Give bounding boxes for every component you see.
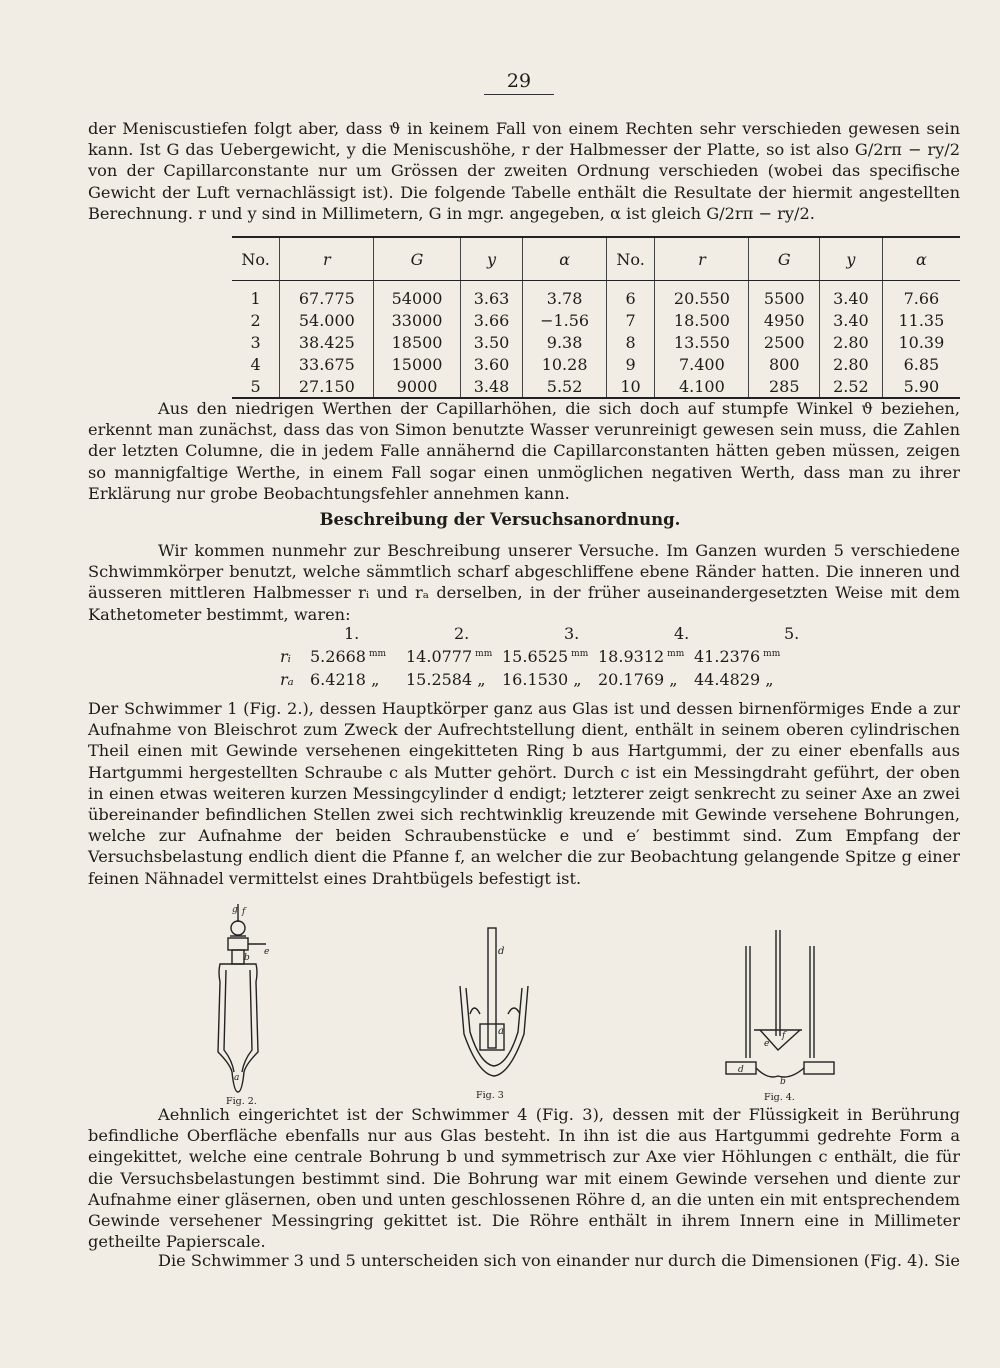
paragraph-text: Die Schwimmer 3 und 5 unterscheiden sich von einander nur durch die Dimensionen (Fig. 4). Sie — [158, 1251, 960, 1270]
paragraph-low-values — [88, 398, 960, 504]
radii-column: 1. — [344, 624, 360, 643]
table-cell: 10.39 — [898, 332, 945, 352]
figure-3-drawing — [450, 924, 540, 1084]
table-cell: 10 — [606, 375, 655, 398]
header-y-2: y — [820, 237, 883, 281]
section-heading: Beschreibung der Versuchsanordnung. — [319, 510, 681, 529]
header-g-2: G — [749, 237, 820, 281]
svg-text:g: g — [232, 905, 238, 915]
figure-4-drawing — [720, 926, 840, 1086]
table-cell: 6 — [606, 287, 655, 309]
radii-value: 18.9312 — [598, 647, 665, 666]
table-cell: −1.56 — [523, 309, 606, 331]
table-cell: 2500 — [749, 331, 820, 353]
figure-2-caption: Fig. 2. — [226, 1096, 257, 1107]
radii-cell — [694, 670, 790, 689]
radii-unit: mm — [763, 648, 781, 659]
table-cell: 1 — [232, 287, 280, 309]
table-cell: 5 — [232, 375, 280, 398]
table-cell: 9 — [606, 353, 655, 375]
table-row — [232, 375, 960, 398]
table-cell: 9.38 — [523, 331, 606, 353]
svg-text:b: b — [780, 1077, 786, 1086]
figure-4-caption: Fig. 4. — [764, 1092, 795, 1103]
table-cell: 2.80 — [820, 331, 883, 353]
figure-3-caption: Fig. 3 — [476, 1090, 504, 1101]
table-cell: 27.150 — [280, 375, 374, 398]
radii-label: rᵢ — [280, 647, 291, 666]
header-r-2: r — [655, 237, 749, 281]
paragraph-text: Aus den niedrigen Werthen der Capillarhöhen, die sich doch auf stumpfe Winkel ϑ beziehen, erkennt man zunächst, dass das von Simon benutzte Wasser verunreinigt gewesen sein muss, die Zahlen der letzten Columne, die in jedem Falle annähernd die Capillarconstanten hätten geben müssen, zeigen so mannigfaltige Werthe, in einem Fall sogar einen unmöglichen negativen Werth, dass man zu ihrer Erklärung nur grobe Beobachtungsfehler annehmen kann. — [88, 399, 960, 503]
radii-value: 16.1530 — [502, 670, 569, 689]
table-header-row — [232, 237, 960, 281]
radii-unit: mm — [368, 648, 387, 659]
table-row — [232, 331, 960, 353]
svg-text:d: d — [738, 1065, 744, 1075]
table-cell: 18500 — [374, 331, 460, 353]
radii-value: 44.4829 — [694, 670, 761, 689]
ditto-mark: „ — [765, 670, 774, 689]
paragraph-text: Aehnlich eingerichtet ist der Schwimmer 4 (Fig. 3), dessen mit der Flüssigkeit in Berührung befindliche Oberfläche ebenfalls nur aus Glas besteht. In ihn ist die aus Hartgummi gedrehte Form a eingekittet, welche eine centrale Bohrung b und symmetrisch zur Axe vier Höhlungen c enthält, die für die Versuchsbelastungen bestimmt sind. Die Bohrung war mit einem Gewinde versehen und diente zur Aufnahme einer gläsernen, oben und unten geschlossenen Röhre d, an die unten ein mit entsprechendem Gewinde versehener Messingring gekittet ist. Die Röhre enthält in ihrem Innern eine in Millimeter getheilte Papierscale. — [88, 1105, 960, 1252]
table-cell: 3.40 — [820, 287, 883, 309]
table-cell: 7.66 — [903, 288, 940, 308]
table-cell: 3.50 — [460, 331, 523, 353]
header-alpha: α — [523, 237, 606, 281]
table-cell: 4.100 — [655, 375, 749, 398]
svg-text:b: b — [244, 953, 250, 963]
table-row — [232, 287, 960, 309]
radii-value: 20.1769 — [598, 670, 665, 689]
header-g: G — [374, 237, 460, 281]
paragraph-experiments — [88, 540, 960, 625]
table-cell: 11.35 — [898, 310, 945, 330]
svg-text:f: f — [242, 907, 246, 917]
ditto-mark: „ — [477, 670, 486, 689]
table-cell: 4950 — [749, 309, 820, 331]
table-cell: 3.48 — [460, 375, 523, 398]
table-row — [232, 309, 960, 331]
table-cell: 67.775 — [280, 287, 374, 309]
table-cell: 7 — [606, 309, 655, 331]
header-r: r — [280, 237, 374, 281]
radii-cell — [310, 670, 406, 689]
ditto-mark: „ — [573, 670, 582, 689]
radii-column: 2. — [454, 624, 470, 643]
table-cell: 2 — [232, 309, 280, 331]
table-cell: 33.675 — [280, 353, 374, 375]
header-no: No. — [232, 237, 280, 281]
table-cell: 6.85 — [903, 354, 940, 374]
table-cell: 285 — [749, 375, 820, 398]
radii-value: 5.2668 — [310, 647, 366, 666]
table-cell: 7.400 — [655, 353, 749, 375]
table-cell: 20.550 — [655, 287, 749, 309]
paragraph-text: Wir kommen nunmehr zur Beschreibung unserer Versuche. Im Ganzen wurden 5 verschiedene Schwimmkörper benutzt, welche sämmtlich scharf abgeschliffene ebene Ränder hatten. Die inneren und äusseren mittleren Halbmesser rᵢ und rₐ derselben, in der früher auseinandergesetzten Weise mit dem Kathetometer bestimmt, waren: — [88, 541, 960, 624]
svg-text:e: e — [764, 1039, 770, 1049]
radii-cell — [598, 670, 694, 689]
radii-cell — [406, 670, 502, 689]
table-cell: 54.000 — [280, 309, 374, 331]
paragraph-schwimmer-3-5 — [88, 1250, 960, 1271]
paragraph-capillar-intro: der Meniscustiefen folgt aber, dass ϑ in keinem Fall von einem Rechten sehr verschieden gewesen sein kann. Ist G das Uebergewicht, y die Meniscushöhe, r der Halbmesser der Platte, so ist also G/2rπ − ry/2 von der Capillarconstante nur um Grössen der zweiten Ordnung verschieden (wobei das specifische Gewicht der Luft vernachlässigt ist). Die folgende Tabelle enthält die Resultate der hiermit angestellten Berechnung. r und y sind in Millimetern, G in mgr. angegeben, α ist gleich G/2rπ − ry/2. — [88, 119, 960, 223]
svg-text:e: e — [264, 947, 270, 957]
table-cell: 8 — [606, 331, 655, 353]
table-cell: 2.52 — [820, 375, 883, 398]
table-cell: 5500 — [749, 287, 820, 309]
results-table — [232, 236, 960, 399]
radii-label: rₐ — [280, 670, 294, 689]
svg-text:a: a — [234, 1073, 240, 1083]
table-cell: 3.63 — [460, 287, 523, 309]
radii-table — [280, 624, 880, 689]
radii-unit: mm — [475, 648, 493, 659]
ditto-mark: „ — [371, 670, 380, 689]
radii-column: 4. — [674, 624, 690, 643]
figure-2-drawing — [200, 902, 280, 1094]
table-cell: 3.78 — [523, 287, 606, 309]
radii-column: 5. — [784, 624, 800, 643]
radii-value: 14.0777 — [406, 647, 473, 666]
table-cell: 15000 — [374, 353, 460, 375]
radii-unit: mm — [571, 648, 589, 659]
table-cell: 13.550 — [655, 331, 749, 353]
radii-cell — [406, 647, 502, 666]
radii-value: 15.2584 — [406, 670, 473, 689]
table-cell: 3.40 — [820, 309, 883, 331]
svg-text:a: a — [498, 1026, 504, 1037]
paragraph-schwimmer-4 — [88, 1104, 960, 1252]
svg-text:f: f — [782, 1031, 786, 1041]
radii-row-inner — [280, 647, 880, 666]
table-cell: 3 — [232, 331, 280, 353]
radii-value: 6.4218 — [310, 670, 366, 689]
table-cell: 10.28 — [523, 353, 606, 375]
table-cell: 33000 — [374, 309, 460, 331]
table-cell: 3.66 — [460, 309, 523, 331]
header-y: y — [460, 237, 523, 281]
table-cell: 800 — [749, 353, 820, 375]
table-cell: 5.90 — [882, 375, 960, 398]
table-cell: 18.500 — [655, 309, 749, 331]
radii-column: 3. — [564, 624, 580, 643]
paragraph-schwimmer-1: Der Schwimmer 1 (Fig. 2.), dessen Hauptkörper ganz aus Glas ist und dessen birnenförmiges Ende a zur Aufnahme von Bleischrot zum Zweck der Aufrechtstellung dient, enthält in seinem oberen cylindrischen Theil einen mit Gewinde versehenen eingekitteten Ring b aus Hartgummi, der zu einer ebenfalls aus Hartgummi hergestellten Schraube c als Mutter gehört. Durch c ist ein Messingdraht geführt, der oben in einen etwas weiteren kurzen Messingcylinder d endigt; letzterer zeigt senkrecht zu seiner Axe an zwei übereinander befindlichen Stellen zwei sich rechtwinklig kreuzende mit Gewinde versehene Bohrungen, welche zur Aufnahme der beiden Schraubenstücke e und e′ bestimmt sind. Zum Empfang der Versuchsbelastung endlich dient die Pfanne f, an welcher die zur Beobachtung gelangende Spitze g einer feinen Nähnadel vermittelst eines Drahtbügels befestigt ist. — [88, 699, 960, 888]
radii-row-outer — [280, 670, 880, 689]
table-row — [232, 353, 960, 375]
radii-cell — [598, 647, 694, 666]
radii-cell — [310, 647, 406, 666]
radii-cell — [502, 647, 598, 666]
table-cell: 5.52 — [523, 375, 606, 398]
table-cell: 2.80 — [820, 353, 883, 375]
radii-value: 15.6525 — [502, 647, 569, 666]
radii-value: 41.2376 — [694, 647, 761, 666]
header-no-2: No. — [606, 237, 655, 281]
radii-unit: mm — [667, 648, 685, 659]
header-alpha-2: α — [882, 237, 960, 281]
table-cell: 38.425 — [280, 331, 374, 353]
radii-header-row — [330, 624, 880, 643]
table-cell: 9000 — [374, 375, 460, 398]
svg-text:d: d — [498, 946, 505, 957]
table-cell: 54000 — [374, 287, 460, 309]
ditto-mark: „ — [669, 670, 678, 689]
radii-cell — [694, 647, 790, 666]
table-cell: 4 — [232, 353, 280, 375]
radii-cell — [502, 670, 598, 689]
table-cell: 3.60 — [460, 353, 523, 375]
page-number: 29 — [484, 70, 554, 95]
